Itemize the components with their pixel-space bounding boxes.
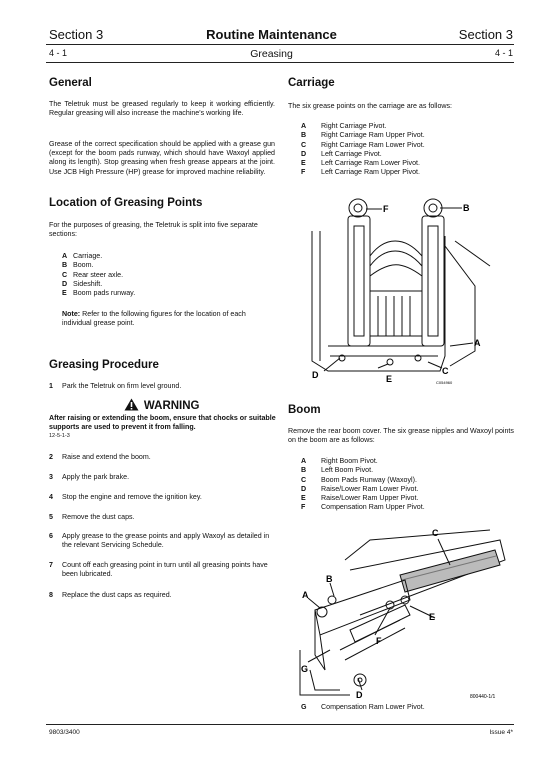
page-title: Routine Maintenance	[206, 27, 337, 42]
boom-label-b: B	[326, 574, 333, 584]
warning-title: WARNING	[143, 400, 200, 412]
general-para-2: Grease of the correct specification should be applied with a grease gun (except for the boom pads runway, which should have Waxoyl applied along its length). Stop greasing when fresh grease appears at the joint. Use JCB High Pressure (HP) grease for improved machine reliability.	[49, 140, 275, 176]
procedure-step: 1 Park the Teletruk on firm level ground.	[49, 382, 182, 390]
carriage-label-d: D	[312, 370, 319, 380]
footer-rule	[46, 724, 514, 725]
carriage-diagram	[290, 186, 515, 386]
boom-item: D Raise/Lower Ram Lower Pivot.	[301, 484, 419, 493]
header-page-right: 4 - 1	[494, 48, 513, 58]
general-heading: General	[49, 77, 92, 89]
carriage-item: F Left Carriage Ram Upper Pivot.	[301, 168, 420, 177]
boom-item: G Compensation Ram Lower Pivot.	[301, 703, 425, 711]
warning-triangle-icon	[124, 398, 139, 411]
warning-title-row	[49, 396, 275, 414]
boom-label-f: F	[376, 636, 382, 646]
location-item: C Rear steer axle.	[62, 270, 124, 279]
warning-code: 12-5-1-3	[49, 433, 70, 439]
boom-label-c: C	[432, 528, 439, 538]
header-page-left: 4 - 1	[49, 48, 68, 58]
boom-item: A Right Boom Pivot.	[301, 457, 378, 465]
header-rule-bottom	[46, 62, 514, 63]
carriage-item: A Right Carriage Pivot.	[301, 122, 387, 130]
procedure-step: 6 Apply grease to the grease points and apply Waxoyl as detailed in the relevant Servicing Schedule.	[49, 532, 270, 550]
location-item: D Sideshift.	[62, 279, 103, 288]
footer-issue: Issue 4*	[489, 729, 513, 736]
boom-heading: Boom	[288, 404, 321, 416]
location-item: E Boom pads runway.	[62, 289, 136, 298]
procedure-step: 7 Count off each greasing point in turn until all greasing points have been lubricated.	[49, 561, 268, 579]
carriage-list	[301, 122, 425, 178]
boom-intro: Remove the rear boom cover. The six grease nipples and Waxoyl points on the boom are as follows:	[288, 427, 514, 445]
carriage-label-e: E	[386, 374, 393, 384]
boom-label-e: E	[429, 612, 436, 622]
procedure-step: 2 Raise and extend the boom.	[49, 453, 151, 461]
header-section-right: Section 3	[458, 27, 513, 42]
carriage-item: B Right Carriage Ram Upper Pivot.	[301, 131, 425, 140]
boom-list	[301, 457, 425, 513]
carriage-item: C Right Carriage Ram Lower Pivot.	[301, 140, 425, 149]
procedure-step: 3 Apply the park brake.	[49, 473, 130, 481]
procedure-step: 8 Replace the dust caps as required.	[49, 591, 172, 599]
boom-label-g: G	[301, 664, 309, 674]
boom-item-g	[301, 703, 425, 712]
carriage-label-c: C	[442, 366, 449, 376]
boom-item: C Boom Pads Runway (Waxoyl).	[301, 475, 417, 484]
carriage-label-b: B	[463, 203, 470, 213]
boom-figure-code: 800440-1/1	[470, 694, 496, 700]
carriage-item: D Left Carriage Pivot.	[301, 149, 382, 158]
carriage-intro: The six grease points on the carriage are as follows:	[288, 102, 453, 110]
carriage-label-a: A	[474, 338, 481, 348]
footer-doc-number: 9803/3400	[49, 729, 80, 736]
location-heading: Location of Greasing Points	[49, 197, 203, 209]
boom-figure	[290, 520, 515, 705]
boom-item: F Compensation Ram Upper Pivot.	[301, 503, 425, 512]
location-note: Note: Refer to the following figures for the location of each individual grease point.	[62, 310, 246, 328]
procedure-step: 4 Stop the engine and remove the ignition key.	[49, 493, 202, 501]
procedure-heading: Greasing Procedure	[49, 359, 159, 371]
header-section-left: Section 3	[49, 27, 104, 42]
carriage-heading: Carriage	[288, 77, 335, 89]
warning-text: After raising or extending the boom, ensure that chocks or suitable supports are used to prevent it from falling.	[49, 414, 276, 432]
boom-item: B Left Boom Pivot.	[301, 466, 374, 475]
location-list	[62, 252, 135, 298]
header-rule-top	[46, 44, 514, 45]
carriage-label-f: F	[383, 204, 389, 214]
boom-item: E Raise/Lower Ram Upper Pivot.	[301, 494, 419, 503]
boom-diagram	[290, 520, 515, 705]
location-item: B Boom.	[62, 261, 94, 270]
procedure-step: 5 Remove the dust caps.	[49, 513, 135, 521]
location-intro: For the purposes of greasing, the Teletruk is split into five separate sections:	[49, 221, 258, 239]
header-subtitle: Greasing	[250, 48, 293, 60]
general-para-1: The Teletruk must be greased regularly to keep it working efficiently. Regular greasing will also increase the machine's working life.	[49, 100, 275, 118]
carriage-figure	[290, 186, 515, 386]
carriage-item: E Left Carriage Ram Lower Pivot.	[301, 159, 420, 168]
carriage-figure-code: C054960	[436, 380, 453, 385]
location-item: A Carriage.	[62, 252, 103, 260]
boom-label-d: D	[356, 690, 363, 700]
boom-label-a: A	[302, 590, 309, 600]
